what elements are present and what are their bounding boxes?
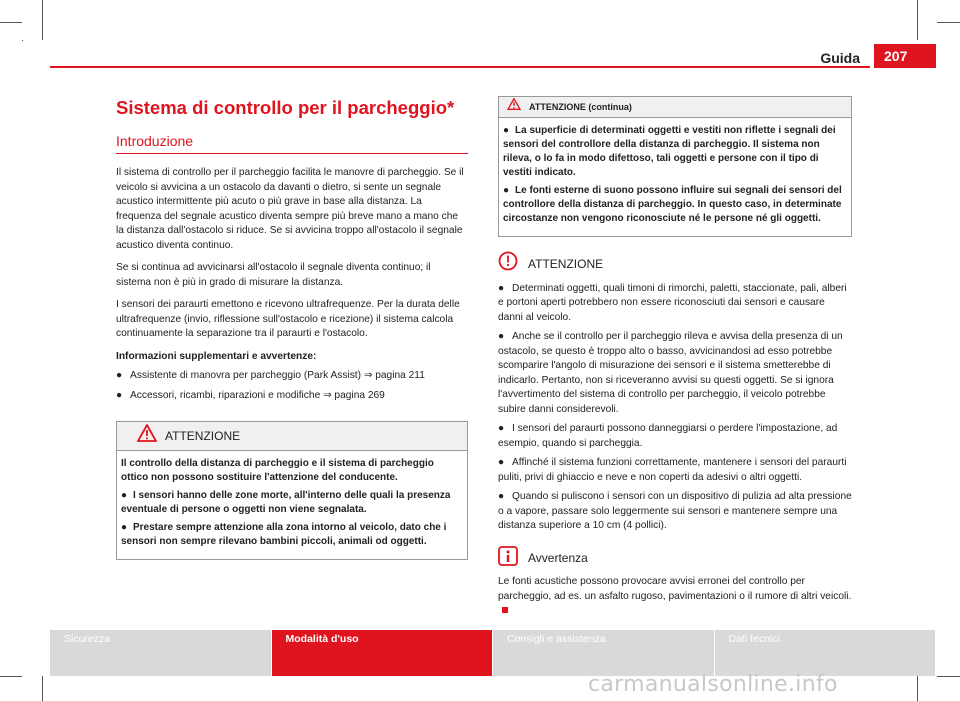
left-column bbox=[116, 96, 468, 560]
link-park-assist[interactable]: Assistente di manovra per parcheggio (Park Assist) ⇒ pagina 211 bbox=[130, 370, 425, 381]
bullet-icon: ● bbox=[498, 331, 505, 342]
crop-mark bbox=[937, 22, 960, 23]
watermark: carmanualsonline.info bbox=[588, 672, 838, 697]
warning-header bbox=[117, 422, 467, 451]
warning-bullet-text: Le fonti esterne di suono possono influire sui segnali dei sensori del controllore della distanza di parcheggio. In questo caso, in determinate circostanze non vengono riconosciute né le persone né gli oggetti. bbox=[503, 185, 842, 224]
note-title: Avvertenza bbox=[528, 551, 588, 565]
list-item bbox=[498, 282, 852, 326]
attenzione-bullet-text: Determinati oggetti, quali timoni di rimorchi, paletti, staccionate, pali, alberi e portoni aperti potrebbero non essere riconosciuti dai sensori e causare danni al veicolo. bbox=[498, 282, 847, 323]
warning-triangle-icon bbox=[137, 424, 157, 448]
crop-mark bbox=[22, 40, 23, 41]
page-number: 207 bbox=[874, 44, 936, 68]
attenzione-bullet-text: Anche se il controllo per il parcheggio rileva e avvisa della presenza di un ostacolo, se questo è troppo alto o basso, avvicinandosi ad esso potrebbe scomparire l'angolo di misurazione dei sensori e il sistema smetterebbe di indicarlo. Pertanto, non si riceveranno avvisi su questi oggetti. Se si ignora l'avvertimento del sistema di controllo per parcheggio, il veicolo potrebbe subire danni considerevoli. bbox=[498, 331, 843, 415]
list-item bbox=[498, 490, 852, 534]
tab-modalita-duso[interactable]: Modalità d'uso bbox=[272, 630, 493, 676]
bullet-icon: ● bbox=[498, 282, 505, 294]
list-item bbox=[498, 330, 852, 417]
warning-title: ATTENZIONE bbox=[165, 428, 241, 443]
attenzione-title: ATTENZIONE bbox=[528, 256, 604, 271]
list-item bbox=[116, 369, 468, 384]
bullet-icon: ● bbox=[503, 125, 510, 136]
warning-continued-body bbox=[499, 118, 851, 236]
bullet-icon: ● bbox=[498, 457, 505, 468]
warning-box bbox=[116, 421, 468, 560]
list-item bbox=[498, 422, 852, 451]
list-item bbox=[498, 456, 852, 485]
warning-bullet-text: Prestare sempre attenzione alla zona intorno al veicolo, dato che i sensori non sempre rilevano bambini piccoli, animali od oggetti. bbox=[121, 522, 447, 547]
warning-triangle-icon bbox=[507, 98, 521, 116]
attenzione-bullet-text: Quando si puliscono i sensori con un dispositivo di pulizia ad alta pressione o a vapore, passare solo leggermente sui sensori e mantenere sempre una distanza superiore a 10 cm (4 pollici). bbox=[498, 491, 852, 531]
tab-dati-tecnici[interactable]: Dati tecnici bbox=[715, 630, 936, 676]
end-of-section-icon bbox=[502, 607, 508, 613]
warning-continued-header bbox=[499, 97, 851, 118]
tab-sicurezza[interactable]: Sicurezza bbox=[50, 630, 271, 676]
list-item bbox=[121, 521, 463, 549]
warning-continued-title: ATTENZIONE (continua) bbox=[529, 101, 632, 112]
list-item bbox=[503, 124, 847, 180]
info-icon bbox=[498, 546, 518, 572]
bullet-icon: ● bbox=[121, 490, 128, 501]
attenzione-bullet-text: I sensori del paraurti possono danneggiarsi o perdere l'impostazione, ad esempio, quando si parcheggia. bbox=[498, 423, 838, 449]
list-item bbox=[503, 184, 847, 226]
crop-mark bbox=[917, 0, 918, 40]
bullet-icon: ● bbox=[116, 370, 123, 381]
bullet-icon: ● bbox=[121, 522, 128, 533]
intro-paragraph-3: I sensori dei paraurti emettono e ricevono ultrafrequenze. Per la durata delle ultrafrequenze (invio, riflessione sull'ostacolo e ricezione) il sistema calcola continuamente la separazione tra il paraurti e l'ostacolo. bbox=[116, 299, 460, 339]
note-paragraph bbox=[498, 575, 852, 619]
crop-mark bbox=[42, 676, 43, 701]
info-heading: Informazioni supplementari e avvertenze: bbox=[116, 350, 317, 362]
tab-consigli-assistenza[interactable]: Consigli e assistenza bbox=[493, 630, 714, 676]
list-item bbox=[121, 489, 463, 517]
link-accessories[interactable]: Accessori, ricambi, riparazioni e modifiche ⇒ pagina 269 bbox=[130, 389, 385, 401]
right-column bbox=[498, 96, 852, 619]
intro-paragraph-1: Il sistema di controllo per il parcheggio facilita le manovre di parcheggio. Se il veicolo si avvicina a un ostacolo da davanti o dietro, si sente un segnale acustico intermittente più acuto o più grave in base alla distanza. La frequenza del segnale acustico diventa sempre più breve mano a mano che la distanza dall'ostacolo si riduce. Se si avvicina troppo all'ostacolo il segnale acustico diventa continuo. bbox=[116, 167, 464, 251]
subtitle-rule bbox=[116, 153, 468, 155]
crop-mark bbox=[937, 676, 960, 677]
bullet-icon: ● bbox=[503, 185, 510, 196]
warning-continued-box bbox=[498, 96, 852, 237]
bullet-icon: ● bbox=[116, 389, 123, 401]
warning-bullet-text: La superficie di determinati oggetti e vestiti non riflette i segnali dei sensori del controllore della distanza di parcheggio. Il sistema non rileva, o lo fa in modo difettoso, tali oggetti e persone con il tipo di vestiti indicato. bbox=[503, 125, 836, 178]
chapter-tabs bbox=[50, 630, 935, 676]
bullet-icon: ● bbox=[498, 491, 505, 502]
crop-mark bbox=[0, 676, 22, 677]
warning-bullet-text: I sensori hanno delle zone morte, all'interno delle quali la presenza eventuale di persone o oggetti non viene segnalata. bbox=[121, 490, 451, 515]
warning-circle-icon bbox=[498, 251, 518, 277]
note-text: Le fonti acustiche possono provocare avvisi erronei del controllo per parcheggio, ad es. un asfalto rugoso, pavimentazioni o il rumore di altri veicoli. bbox=[498, 576, 852, 602]
attenzione-heading bbox=[498, 251, 852, 277]
page-title: Sistema di controllo per il parcheggio* bbox=[116, 97, 455, 118]
bullet-icon: ● bbox=[498, 423, 505, 434]
note-heading bbox=[498, 546, 852, 572]
attenzione-bullet-text: Affinché il sistema funzioni correttamente, mantenere i sensori del paraurti puliti, privi di ghiaccio e neve e non coperti da adesivi o altri oggetti. bbox=[498, 457, 847, 483]
warning-lead: Il controllo della distanza di parcheggio e il sistema di parcheggio ottico non possono sostituire l'attenzione del conducente. bbox=[121, 458, 434, 483]
intro-paragraph-2: Se si continua ad avvicinarsi all'ostacolo il segnale diventa continuo; il sistema non è più in grado di misurare la distanza. bbox=[116, 262, 431, 288]
list-item bbox=[116, 389, 468, 404]
section-subtitle: Introduzione bbox=[116, 133, 194, 149]
header-rule bbox=[50, 66, 870, 68]
crop-mark bbox=[917, 676, 918, 701]
crop-mark bbox=[0, 22, 22, 23]
crop-mark bbox=[42, 0, 43, 40]
warning-body bbox=[117, 451, 467, 559]
running-header-section: Guida bbox=[820, 50, 860, 66]
